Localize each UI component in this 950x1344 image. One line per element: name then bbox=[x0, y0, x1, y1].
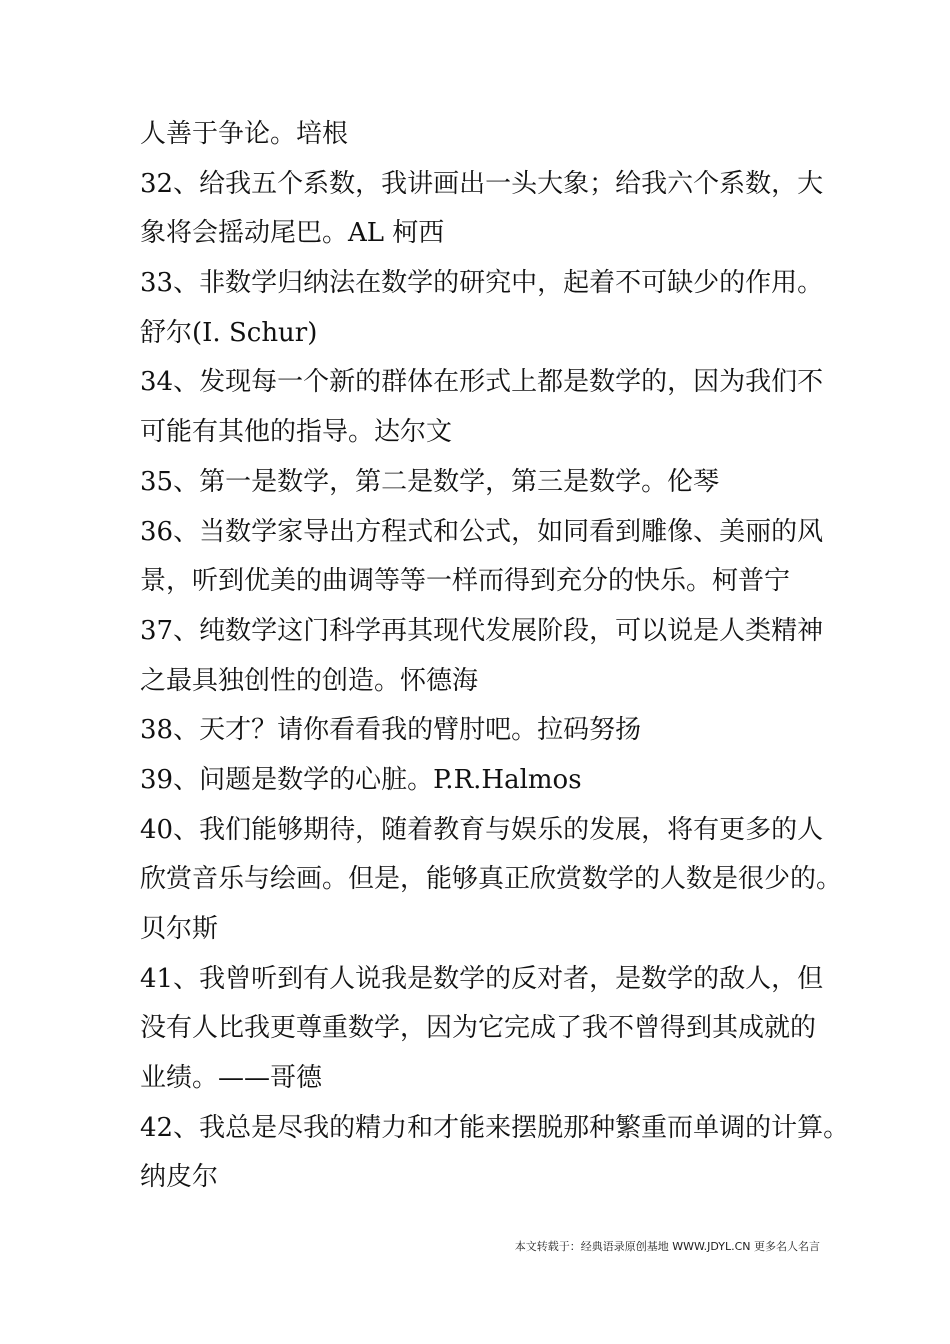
document-line: 40、我们能够期待，随着教育与娱乐的发展，将有更多的人 bbox=[140, 814, 824, 845]
document-line: 可能有其他的指导。达尔文 bbox=[140, 417, 453, 448]
document-line: 景，听到优美的曲调等等一样而得到充分的快乐。柯普宁 bbox=[140, 566, 791, 597]
document-line: 32、给我五个系数，我讲画出一头大象；给我六个系数，大 bbox=[140, 168, 824, 199]
document-line: 34、发现每一个新的群体在形式上都是数学的，因为我们不 bbox=[140, 367, 824, 398]
document-line: 贝尔斯 bbox=[140, 914, 219, 944]
document-line: 33、非数学归纳法在数学的研究中，起着不可缺少的作用。 bbox=[140, 268, 824, 299]
document-line: 38、天才？请你看看我的臂肘吧。拉码努扬 bbox=[140, 715, 642, 746]
document-line: 39、问题是数学的心脏。P.R.Halmos bbox=[140, 764, 582, 795]
document-line: 41、我曾听到有人说我是数学的反对者，是数学的敌人，但 bbox=[140, 963, 824, 994]
document-line: 36、当数学家导出方程式和公式，如同看到雕像、美丽的风 bbox=[140, 516, 824, 547]
document-line: 没有人比我更尊重数学，因为它完成了我不曾得到其成就的 bbox=[140, 1013, 817, 1044]
document-body bbox=[140, 110, 850, 1203]
document-line: 42、我总是尽我的精力和才能来摆脱那种繁重而单调的计算。 bbox=[140, 1112, 850, 1143]
document-line: 纳皮尔 bbox=[140, 1162, 219, 1193]
document-line: 35、第一是数学，第二是数学，第三是数学。伦琴 bbox=[140, 466, 720, 497]
document-line: 之最具独创性的创造。怀德海 bbox=[140, 665, 479, 696]
document-line: 欣赏音乐与绘画。但是，能够真正欣赏数学的人数是很少的。 bbox=[140, 864, 843, 895]
document-line: 人善于争论。培根 bbox=[140, 119, 349, 149]
document-line: 舒尔(I. Schur) bbox=[140, 317, 318, 348]
document-line: 象将会摇动尾巴。AL 柯西 bbox=[140, 218, 445, 249]
document-line: 业绩。——哥德 bbox=[140, 1063, 323, 1094]
document-line: 37、纯数学这门科学再其现代发展阶段，可以说是人类精神 bbox=[140, 615, 824, 646]
footer-source-note: 本文转载于：经典语录原创基地 WWW.JDYL.CN 更多名人名言 bbox=[514, 1240, 820, 1253]
